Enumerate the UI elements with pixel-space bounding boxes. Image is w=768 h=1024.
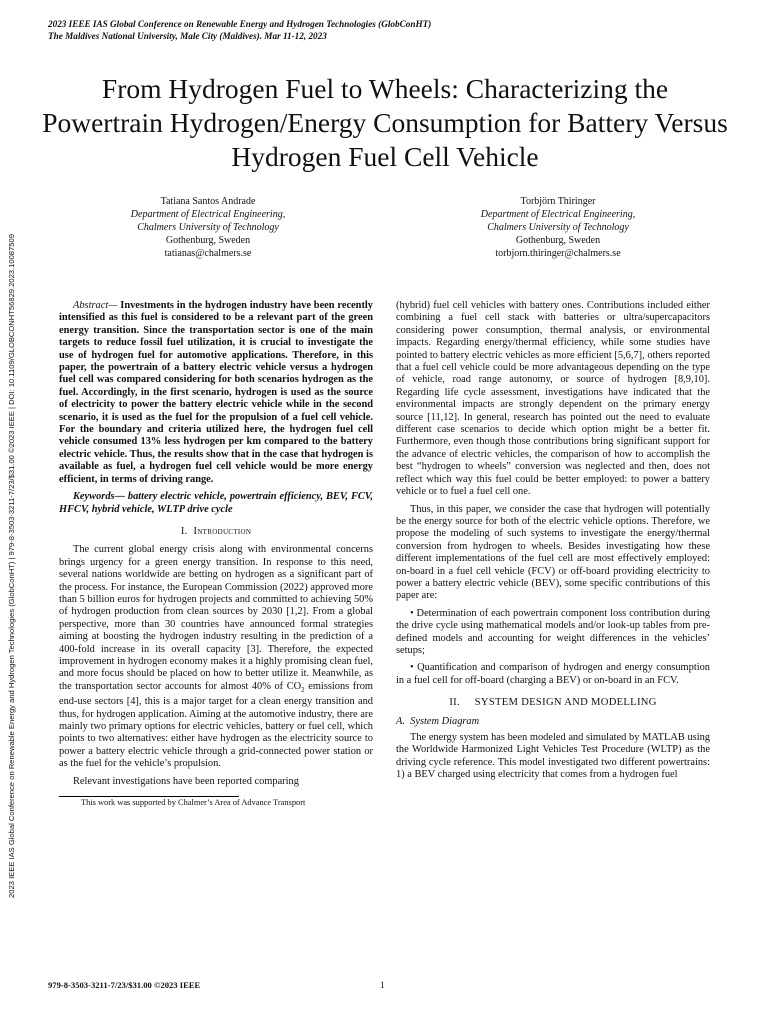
section-title: SYSTEM DESIGN AND MODELLING — [474, 697, 657, 709]
subsection-heading — [396, 716, 710, 728]
keywords-label: Keywords— — [73, 491, 125, 503]
section-heading-introduction — [59, 526, 373, 538]
author-email[interactable]: torbjorn.thiringer@chalmers.se — [495, 248, 621, 259]
subscript: 2 — [301, 685, 305, 694]
contribution-bullet-1: • Determination of each powertrain component loss contribution during the drive cycle using mathematical models and/or look-up tables from pre-defined models and accounting for weight differences in the vehicles’ setups; — [396, 607, 710, 656]
author-email[interactable]: tatianas@chalmers.se — [164, 248, 252, 259]
section-numeral: II. — [449, 697, 460, 709]
intro-paragraph-2: Relevant investigations have been reported comparing — [73, 775, 299, 787]
author-name: Torbjörn Thiringer — [520, 196, 596, 207]
right-column — [396, 300, 710, 787]
conference-name: 2023 IEEE IAS Global Conference on Renewable Energy and Hydrogen Technologies (GlobConHT) — [48, 19, 432, 29]
conference-venue: The Maldives National University, Male City (Maldives). Mar 11-12, 2023 — [48, 30, 327, 41]
abstract-text: Investments in the hydrogen industry have been recently intensified as this fuel is considered to be a relevant part of the green energy transition. Since the transportation sector is one of the main targets to reduce fossil fuel utilization, it is crucial to investigate the use of hydrogen fuel for automotive applications. Therefore, in this paper, the powertrain of a battery electric vehicle versus a hydrogen fuel cell was compared considering for both scenarios hydrogen as the fuel. Accordingly, in the first scenario, hydrogen is used as the source of electricity to power the battery electric vehicle while in the second scenario, it is used as the fuel for the propulsion of a fuel cell vehicle. For the boundary and criteria utilized here, the hydrogen fuel cell vehicle consumed 13% less hydrogen per km compared to the battery electric vehicle. Thus, the results show that in the case that hydrogen is available as fuel, a hydrogen fuel cell vehicle would be more energy efficient, in terms of driving range. — [59, 300, 373, 485]
footnote: This work was supported by Chalmer’s Area of Advance Transport — [81, 798, 306, 808]
section-title: Introduction — [193, 525, 252, 537]
footer-isbn: 979-8-3503-3211-7/23/$31.00 ©2023 IEEE — [48, 980, 201, 990]
right-paragraph-2: Thus, in this paper, we consider the case that hydrogen will potentially be the energy source for both of the electric vehicle options. Therefore, we propose the modeling of such systems to investigate the energy/thermal conversion from hydrogen to wheels. Besides investigating how these different implementations of the fuel cell are most effectively employed: on-board in a fuel cell vehicle (FCV) or off-board providing electricity to power a battery electric vehicle (BEV), some specific contributions of this paper are: — [396, 503, 710, 602]
page-number: 1 — [380, 980, 385, 990]
author-city: Gothenburg, Sweden — [515, 235, 601, 246]
abstract — [59, 300, 373, 486]
contribution-bullet-2: • Quantification and comparison of hydrogen and energy consumption in a fuel cell for off-board (charging a BEV) or on-board in an FCV. — [396, 662, 710, 686]
right-paragraph-3: The energy system has been modeled and simulated by MATLAB using the Worldwide Harmonized Light Vehicles Test Procedure (WLTP) as the driving cycle reference. This model investigated two different powertrains: 1) a BEV charged using electricity that comes from a hydrogen fuel — [396, 732, 710, 781]
author-block-2 — [438, 195, 678, 260]
author-block-1 — [88, 195, 328, 260]
sidebar-citation: 2023 IEEE IAS Global Conference on Renewable Energy and Hydrogen Technologies (GlobConHT) | 979-8-3503-3211-7/23/$31.00 ©2023 IEEE | DOI: 10.1109/GLOBCONHT56829.2023.10087509 — [7, 234, 16, 898]
conference-header — [48, 19, 431, 42]
subsection-title: System Diagram — [410, 715, 480, 727]
keywords — [59, 491, 373, 516]
author-department: Department of Electrical Engineering, — [130, 209, 286, 220]
section-heading-system-design — [396, 697, 710, 709]
author-university: Chalmers University of Technology — [137, 222, 279, 233]
author-city: Gothenburg, Sweden — [165, 235, 251, 246]
left-column — [59, 300, 373, 808]
subsection-label: A. — [396, 715, 405, 727]
author-name: Tatiana Santos Andrade — [160, 196, 256, 207]
paper-title: From Hydrogen Fuel to Wheels: Characterizing the Powertrain Hydrogen/Energy Consumption for Battery Versus Hydrogen Fuel Cell Vehicle — [42, 73, 728, 172]
section-numeral: I. — [180, 525, 188, 537]
keywords-text: battery electric vehicle, powertrain efficiency, BEV, FCV, HFCV, hybrid vehicle, WLTP drive cycle — [59, 491, 373, 515]
right-paragraph-1: (hybrid) fuel cell vehicles with battery ones. Contributions included either combining a fuel cell stack with batteries or ultra/supercapacitors considering power consumption, thermal analysis, or environmental impacts. Regarding energy/thermal efficiency, while some studies have pointed to battery electric vehicles as more efficient [5,6,7], others reported that a fuel cell vehicle could be more advantageous depending on the type of vehicle, road range autonomy, or source of hydrogen [8,9,10]. Regarding life cycle assessment, investigations have indicated that the environmental impacts are strongly dependent on the primary energy source [11,12]. In general, research has pointed out the need to evaluate different case scenarios to decide which option might be a better fit. Furthermore, even though those contributions bring significant support for the advance of electric vehicles, the comparison of how to accomplish the best “hydrogen to wheels” conversion was neglected and then, does not reflect which way this fuel could be better employed: to power a battery vehicle or to fuel a fuel cell one. — [396, 300, 710, 498]
author-department: Department of Electrical Engineering, — [480, 209, 636, 220]
abstract-label: Abstract— — [73, 300, 118, 311]
author-university: Chalmers University of Technology — [487, 222, 629, 233]
intro-paragraph-1: The current global energy crisis along with environmental concerns brings urgency for a green energy transition. In response to this need, several nations worldwide are betting on hydrogen as a significant part of the process. For instance, the European Commission (2022) approved more than 5 billion euros for hydrogen projects and committed to achieving 50% of hydrogen production from clean sources by 2030 [1,2]. From a global perspective, more than 30 countries have announced formal strategies aiming at boosting the hydrogen industry resulting in the prediction of a 400-fold increase in its overall capacity [3]. Therefore, the expected improvement in hydrogen economy makes it a highly promising clean fuel, and more focus should be placed on how to better utilize it. Meanwhile, as the transportation sector accounts for almost 40% of $CO_2$ emissions from end-use sectors [4], this is a major target for a clean energy transition and thus, for hydrogen application. Aiming at the automotive industry, there are mainly two primary options for electric vehicles, battery or fuel cell, which points to two alternatives: either have hydrogen as the electricity source to power a battery electric vehicle through a grid-connected power station or as the fuel for the vehicle’s propulsion. — [59, 544, 373, 770]
